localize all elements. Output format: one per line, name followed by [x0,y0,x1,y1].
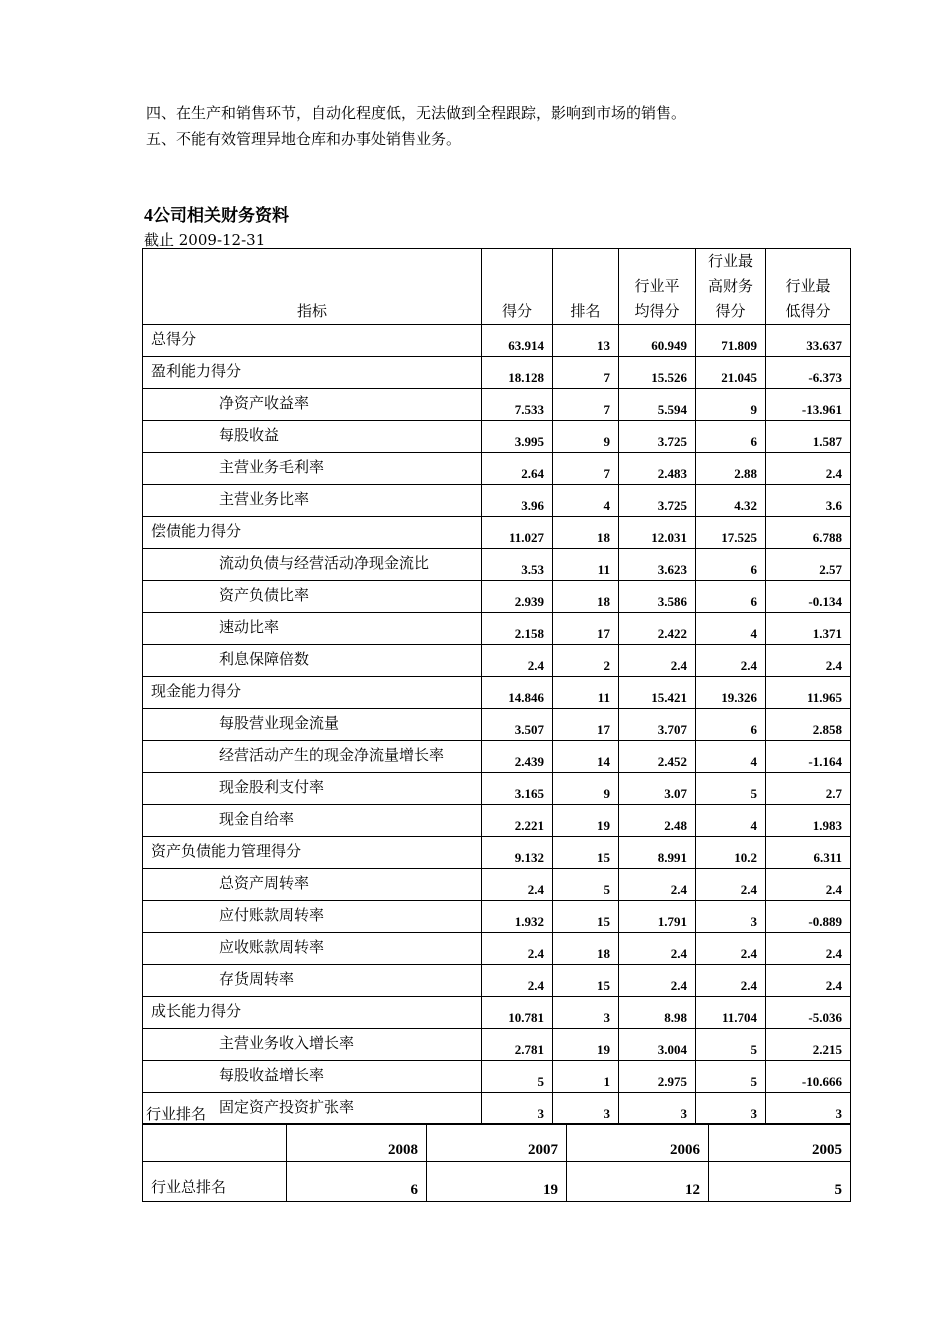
cell-avg: 3.586 [619,581,696,613]
rank-value: 6 [287,1162,427,1202]
row-label: 现金股利支付率 [143,773,482,805]
row-label: 资产负债能力管理得分 [143,837,482,869]
as-of-date: 截止 2009-12-31 [144,231,266,249]
cell-min: 3 [766,1093,851,1125]
cell-avg: 15.526 [619,357,696,389]
paragraph-four: 四、在生产和销售环节，自动化程度低，无法做到全程跟踪，影响到市场的销售。 [146,104,687,122]
cell-max: 3 [696,901,766,933]
table-row [143,677,851,709]
cell-avg: 2.422 [619,613,696,645]
cell-rank: 17 [553,709,619,741]
cell-rank: 15 [553,965,619,997]
financial-data-table [142,248,851,1125]
cell-avg: 8.991 [619,837,696,869]
rank-year: 2008 [287,1124,427,1162]
cell-max: 2.4 [696,965,766,997]
table-row [143,581,851,613]
cell-max: 2.4 [696,933,766,965]
rank-year: 2005 [709,1124,851,1162]
header-indicator: 指标 [143,249,482,325]
cell-avg: 8.98 [619,997,696,1029]
cell-score: 2.4 [482,645,553,677]
cell-avg: 12.031 [619,517,696,549]
header-industry-max: 行业最 高财务 得分 [696,249,766,325]
cell-max: 4 [696,741,766,773]
cell-avg: 3.623 [619,549,696,581]
cell-avg: 2.975 [619,1061,696,1093]
cell-avg: 1.791 [619,901,696,933]
industry-rank-title: 行业排名 [146,1105,207,1123]
cell-max: 10.2 [696,837,766,869]
cell-score: 2.939 [482,581,553,613]
cell-score: 3.53 [482,549,553,581]
cell-min: 2.4 [766,645,851,677]
table-row [143,357,851,389]
cell-avg: 3.707 [619,709,696,741]
cell-max: 9 [696,389,766,421]
row-label: 应付账款周转率 [143,901,482,933]
section-heading [144,201,289,226]
row-label: 总得分 [143,325,482,357]
rank-value: 5 [709,1162,851,1202]
table-row [143,1093,851,1125]
cell-rank: 7 [553,357,619,389]
cell-rank: 9 [553,773,619,805]
cell-min: 2.4 [766,453,851,485]
row-label: 应收账款周转率 [143,933,482,965]
cell-score: 3.96 [482,485,553,517]
cell-avg: 2.4 [619,933,696,965]
cell-max: 71.809 [696,325,766,357]
table-row [143,965,851,997]
table-row [143,389,851,421]
paragraph-five: 五、不能有效管理异地仓库和办事处销售业务。 [146,130,462,148]
cell-score: 18.128 [482,357,553,389]
cell-score: 2.4 [482,965,553,997]
header-score: 得分 [482,249,553,325]
cell-min: -0.134 [766,581,851,613]
cell-score: 2.4 [482,869,553,901]
rank-value-row [143,1162,851,1202]
cell-rank: 19 [553,805,619,837]
row-label: 盈利能力得分 [143,357,482,389]
cell-max: 17.525 [696,517,766,549]
table-row [143,613,851,645]
row-label: 偿债能力得分 [143,517,482,549]
cell-rank: 7 [553,389,619,421]
row-label: 总资产周转率 [143,869,482,901]
table-row [143,485,851,517]
cell-score: 9.132 [482,837,553,869]
cell-max: 11.704 [696,997,766,1029]
row-label: 每股营业现金流量 [143,709,482,741]
cell-rank: 7 [553,453,619,485]
financial-table-header [143,249,851,325]
cell-avg: 2.4 [619,645,696,677]
cell-max: 6 [696,709,766,741]
cell-max: 5 [696,1061,766,1093]
rank-year-row [143,1124,851,1162]
row-label: 资产负债比率 [143,581,482,613]
cell-max: 2.4 [696,645,766,677]
cell-avg: 2.483 [619,453,696,485]
table-row [143,645,851,677]
cell-max: 6 [696,549,766,581]
rank-value: 12 [567,1162,709,1202]
cell-avg: 5.594 [619,389,696,421]
cell-score: 63.914 [482,325,553,357]
cell-rank: 11 [553,677,619,709]
cell-avg: 15.421 [619,677,696,709]
cell-rank: 18 [553,581,619,613]
table-row [143,805,851,837]
row-label: 每股收益 [143,421,482,453]
header-industry-average: 行业平 均得分 [619,249,696,325]
cell-avg: 3.725 [619,485,696,517]
row-label: 主营业务比率 [143,485,482,517]
rank-year: 2006 [567,1124,709,1162]
cell-score: 10.781 [482,997,553,1029]
cell-rank: 15 [553,901,619,933]
cell-score: 1.932 [482,901,553,933]
cell-min: 11.965 [766,677,851,709]
cell-min: 1.983 [766,805,851,837]
table-row [143,933,851,965]
cell-rank: 19 [553,1029,619,1061]
cell-min: 2.858 [766,709,851,741]
cell-avg: 2.4 [619,965,696,997]
cell-rank: 13 [553,325,619,357]
row-label: 主营业务收入增长率 [143,1029,482,1061]
cell-rank: 5 [553,869,619,901]
cell-avg: 2.4 [619,869,696,901]
cell-rank: 11 [553,549,619,581]
cell-score: 2.4 [482,933,553,965]
table-row [143,421,851,453]
cell-avg: 3 [619,1093,696,1125]
section-title: 公司相关财务资料 [153,206,289,226]
cell-min: 2.215 [766,1029,851,1061]
cell-rank: 17 [553,613,619,645]
cell-score: 3 [482,1093,553,1125]
cell-min: -10.666 [766,1061,851,1093]
table-row [143,453,851,485]
cell-max: 4.32 [696,485,766,517]
rank-year: 2007 [427,1124,567,1162]
cell-rank: 3 [553,997,619,1029]
table-row [143,549,851,581]
cell-max: 5 [696,1029,766,1061]
cell-avg: 60.949 [619,325,696,357]
cell-rank: 18 [553,933,619,965]
table-row [143,325,851,357]
row-label: 现金自给率 [143,805,482,837]
row-label: 成长能力得分 [143,997,482,1029]
cell-score: 2.158 [482,613,553,645]
cell-score: 2.64 [482,453,553,485]
cell-score: 7.533 [482,389,553,421]
cell-rank: 15 [553,837,619,869]
rank-value: 19 [427,1162,567,1202]
cell-max: 2.4 [696,869,766,901]
cell-max: 3 [696,1093,766,1125]
row-label: 经营活动产生的现金净流量增长率 [143,741,482,773]
cell-rank: 18 [553,517,619,549]
cell-rank: 3 [553,1093,619,1125]
cell-avg: 3.725 [619,421,696,453]
row-label: 主营业务毛利率 [143,453,482,485]
rank-row-label: 行业总排名 [143,1162,287,1202]
cell-min: -6.373 [766,357,851,389]
cell-rank: 14 [553,741,619,773]
cell-min: -0.889 [766,901,851,933]
cell-score: 3.165 [482,773,553,805]
row-label: 现金能力得分 [143,677,482,709]
cell-avg: 3.004 [619,1029,696,1061]
cell-min: 33.637 [766,325,851,357]
cell-rank: 2 [553,645,619,677]
cell-min: 6.788 [766,517,851,549]
table-row [143,1029,851,1061]
cell-max: 5 [696,773,766,805]
row-label: 速动比率 [143,613,482,645]
cell-min: -13.961 [766,389,851,421]
cell-min: 2.4 [766,933,851,965]
cell-max: 2.88 [696,453,766,485]
row-label: 每股收益增长率 [143,1061,482,1093]
row-label: 流动负债与经营活动净现金流比 [143,549,482,581]
cell-min: -5.036 [766,997,851,1029]
cell-score: 11.027 [482,517,553,549]
cell-score: 3.507 [482,709,553,741]
cell-min: 1.371 [766,613,851,645]
cell-score: 2.781 [482,1029,553,1061]
cell-avg: 2.452 [619,741,696,773]
cell-max: 21.045 [696,357,766,389]
cell-score: 2.221 [482,805,553,837]
cell-score: 3.995 [482,421,553,453]
cell-score: 2.439 [482,741,553,773]
cell-min: -1.164 [766,741,851,773]
cell-min: 1.587 [766,421,851,453]
cell-rank: 1 [553,1061,619,1093]
cell-max: 6 [696,421,766,453]
cell-min: 3.6 [766,485,851,517]
cell-max: 6 [696,581,766,613]
table-row [143,741,851,773]
industry-rank-table [142,1123,851,1202]
row-label: 存货周转率 [143,965,482,997]
cell-max: 4 [696,613,766,645]
cell-min: 2.4 [766,965,851,997]
row-label: 固定资产投资扩张率 [143,1093,482,1125]
table-row [143,997,851,1029]
cell-score: 14.846 [482,677,553,709]
table-row [143,517,851,549]
table-row [143,773,851,805]
cell-avg: 3.07 [619,773,696,805]
table-row [143,1061,851,1093]
row-label: 净资产收益率 [143,389,482,421]
cell-rank: 9 [553,421,619,453]
table-row [143,837,851,869]
row-label: 利息保障倍数 [143,645,482,677]
table-row [143,709,851,741]
cell-score: 5 [482,1061,553,1093]
cell-avg: 2.48 [619,805,696,837]
cell-min: 2.57 [766,549,851,581]
table-row [143,869,851,901]
table-row [143,901,851,933]
cell-min: 6.311 [766,837,851,869]
cell-min: 2.4 [766,869,851,901]
header-industry-min: 行业最 低得分 [766,249,851,325]
section-number: 4 [144,205,153,225]
cell-rank: 4 [553,485,619,517]
cell-min: 2.7 [766,773,851,805]
header-rank: 排名 [553,249,619,325]
cell-max: 19.326 [696,677,766,709]
rank-corner-cell [143,1124,287,1162]
cell-max: 4 [696,805,766,837]
